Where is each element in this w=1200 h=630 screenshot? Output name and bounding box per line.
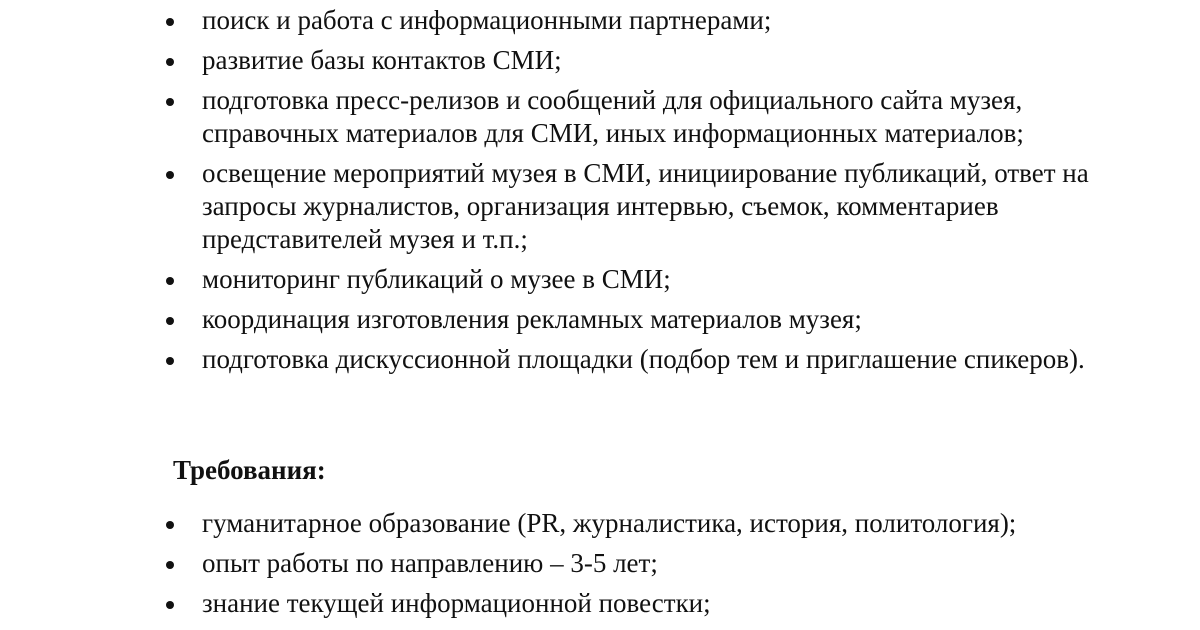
list-item-text: мониторинг публикаций о музее в СМИ; xyxy=(202,264,671,294)
responsibilities-list xyxy=(0,4,1200,383)
bullet-icon xyxy=(166,98,174,106)
bullet-icon xyxy=(166,357,174,365)
bullet-icon xyxy=(166,561,174,569)
list-item-text: поиск и работа с информационными партнерами; xyxy=(202,5,772,35)
list-item xyxy=(0,4,1200,37)
list-item xyxy=(0,343,1200,376)
list-item xyxy=(0,157,1200,256)
list-item xyxy=(0,263,1200,296)
bullet-icon xyxy=(166,58,174,66)
list-item xyxy=(0,507,1200,540)
bullet-icon xyxy=(166,18,174,26)
bullet-icon xyxy=(166,521,174,529)
bullet-icon xyxy=(166,277,174,285)
bullet-icon xyxy=(166,317,174,325)
bullet-icon xyxy=(166,171,174,179)
list-item xyxy=(0,547,1200,580)
list-item xyxy=(0,44,1200,77)
list-item-text: знание текущей информационной повестки; xyxy=(202,588,711,618)
list-item-text: гуманитарное образование (PR, журналистика, история, политология); xyxy=(202,508,1017,538)
list-item xyxy=(0,303,1200,336)
list-item xyxy=(0,84,1200,150)
bullet-icon xyxy=(166,601,174,609)
list-item-text: подготовка дискуссионной площадки (подбор тем и приглашение спикеров). xyxy=(202,344,1085,374)
list-item-text: развитие базы контактов СМИ; xyxy=(202,45,562,75)
list-item-text: опыт работы по направлению – 3-5 лет; xyxy=(202,548,658,578)
requirements-list xyxy=(0,507,1200,627)
list-item-text: подготовка пресс-релизов и сообщений для официального сайта музея, справочных материалов для СМИ, иных информационных материалов; xyxy=(202,85,1024,148)
requirements-heading: Требования: xyxy=(173,455,326,485)
list-item xyxy=(0,587,1200,620)
list-item-text: освещение мероприятий музея в СМИ, инициирование публикаций, ответ на запросы журналистов, организация интервью, съемок, комментариев представителей музея и т.п.; xyxy=(202,158,1089,254)
list-item-text: координация изготовления рекламных материалов музея; xyxy=(202,304,862,334)
